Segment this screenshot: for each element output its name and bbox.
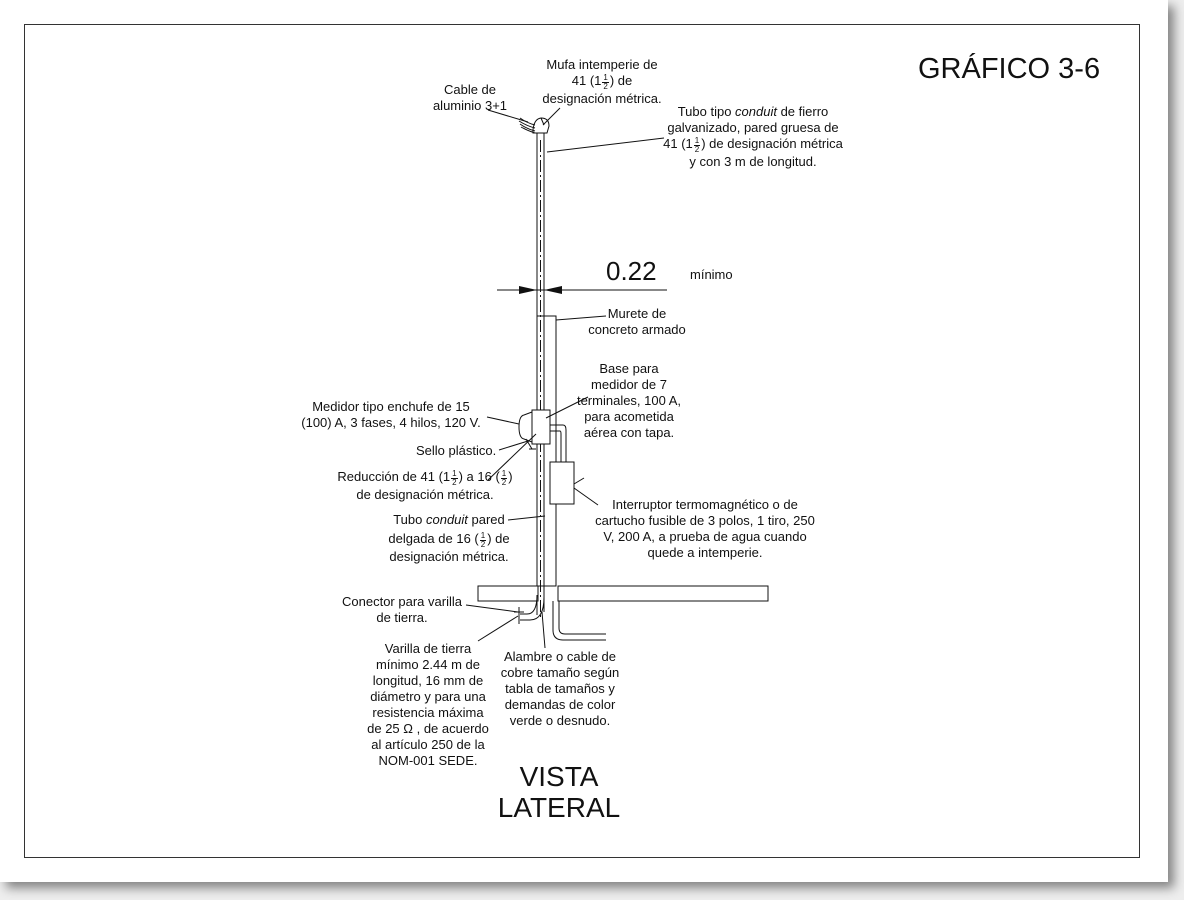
switch-box xyxy=(550,462,574,504)
dimension-value: 0.22 xyxy=(606,256,657,286)
label-medidor: Medidor tipo enchufe de 15 (100) A, 3 fases, 4 hilos, 120 V. xyxy=(301,399,481,430)
floor-slab-right xyxy=(558,586,768,601)
meter-base-box xyxy=(532,410,550,444)
meter-body xyxy=(519,412,532,442)
label-base-medidor: Base para medidor de 7 terminales, 100 A, para acometida aérea con tapa. xyxy=(576,361,682,440)
label-tubo-conduit: Tubo tipo conduit de fierro galvanizado, pared gruesa de 41 (1 $\frac{1}{2}$ ) de designación métrica y con 3 m de longitud. xyxy=(663,104,843,169)
label-interruptor: Interruptor termomagnético o de cartucho fusible de 3 polos, 1 tiro, 250 V, 200 A, a prueba de agua cuando quede a intemperie. xyxy=(595,497,815,560)
leader-varilla xyxy=(478,616,518,641)
label-cable: Cable de aluminio 3+1 xyxy=(432,82,508,113)
label-reduccion: Reducción de 41 (1 $\frac{1}{2}$ ) a 16 ( $\frac{1}{2}$ ) de designación métrica. xyxy=(337,469,513,502)
dimension-unit-label: mínimo xyxy=(690,267,733,282)
label-sello: Sello plástico. xyxy=(416,443,497,458)
label-mufa: Mufa intemperie de 41 (1 $\frac{1}{2}$ ) de designación métrica. xyxy=(542,57,662,106)
floor-slab-left xyxy=(478,586,538,601)
weatherhead-shape xyxy=(533,118,549,133)
concrete-wall xyxy=(537,316,556,586)
leader-alambre xyxy=(542,612,545,648)
label-tubo-delgada: Tubo conduit pared delgada de 16 ( $\frac{1}{2}$ ) de designación métrica. xyxy=(388,512,510,564)
label-alambre: Alambre o cable de cobre tamaño según tabla de tamaños y demandas de color verde o desnudo. xyxy=(500,649,620,728)
leader-conector xyxy=(466,605,518,612)
leader-mufa xyxy=(543,108,560,125)
dimension-arrow-left xyxy=(519,286,537,294)
view-title: VISTA LATERAL xyxy=(497,761,621,823)
label-conector: Conector para varilla de tierra. xyxy=(342,594,462,625)
label-murete: Murete de concreto armado xyxy=(588,306,686,337)
switch-handle xyxy=(574,478,584,484)
drawing-title: GRÁFICO 3-6 xyxy=(918,53,1101,85)
leader-tubo xyxy=(547,138,664,152)
label-varilla: Varilla de tierra mínimo 2.44 m de longitud, 16 mm de diámetro y para una resistencia máxima de 25 Ω , de acuerdo al artículo 250 de la NOM-001 SEDE. xyxy=(367,641,489,768)
dimension-arrow-right xyxy=(544,286,562,294)
